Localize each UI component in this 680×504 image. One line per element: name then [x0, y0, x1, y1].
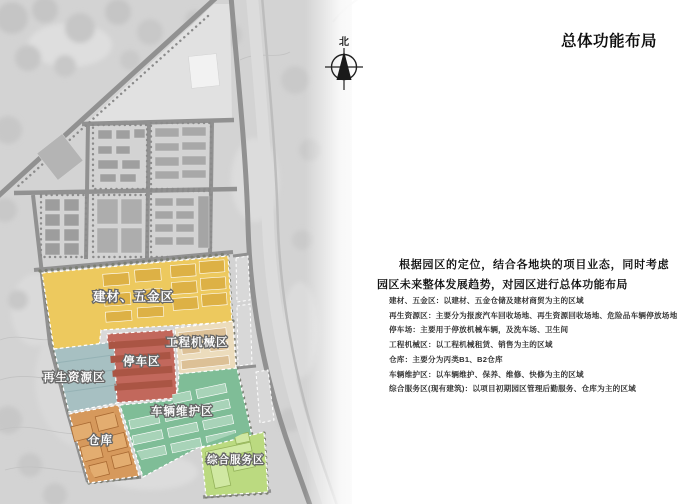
zone-descriptions: [389, 294, 678, 397]
map-fade: [305, 0, 370, 504]
zone-description: 再生资源区：主要分为报废汽车回收场地、再生资源回收场地、危险品车辆停放场地: [389, 310, 678, 320]
zone-label-recycled-resources: 再生资源区: [43, 372, 106, 384]
zone-label-warehouse: 仓库: [88, 435, 113, 447]
zone-description: 建材、五金区：以建材、五金仓储及建材商贸为主的区域: [389, 296, 584, 305]
zone-description: 车辆维护区：以车辆维护、保养、维修、快修为主的区域: [389, 369, 584, 379]
zone-label-comprehensive-services: 综合服务区: [207, 454, 265, 466]
zone-label-parking: 停车区: [123, 356, 161, 368]
zone-label-vehicle-maintenance: 车辆维护区: [151, 406, 214, 418]
zone-description: 综合服务区(现有建筑)：以项目初期园区管理后勤服务、仓库为主的区域: [389, 384, 637, 394]
zone-description: 工程机械区：以工程机械租赁、销售为主的区域: [389, 340, 553, 350]
page-title: 总体功能布局: [560, 33, 657, 50]
intro-paragraph: 根据园区的定位，结合各地块的项目业态，同时考虑园区未来整体发展趋势，对园区进行总体功能布局: [377, 259, 669, 291]
zone-label-engineering-machinery: 工程机械区: [166, 337, 229, 349]
compass-north-label: 北: [339, 37, 349, 48]
zone-description: 停车场：主要用于停放机械车辆，及洗车场、卫生间: [389, 325, 569, 335]
zone-label-building-materials-hardware: 建材、五金区: [93, 290, 175, 304]
zone-description: 仓库：主要分为丙类B1、B2仓库: [389, 354, 503, 364]
